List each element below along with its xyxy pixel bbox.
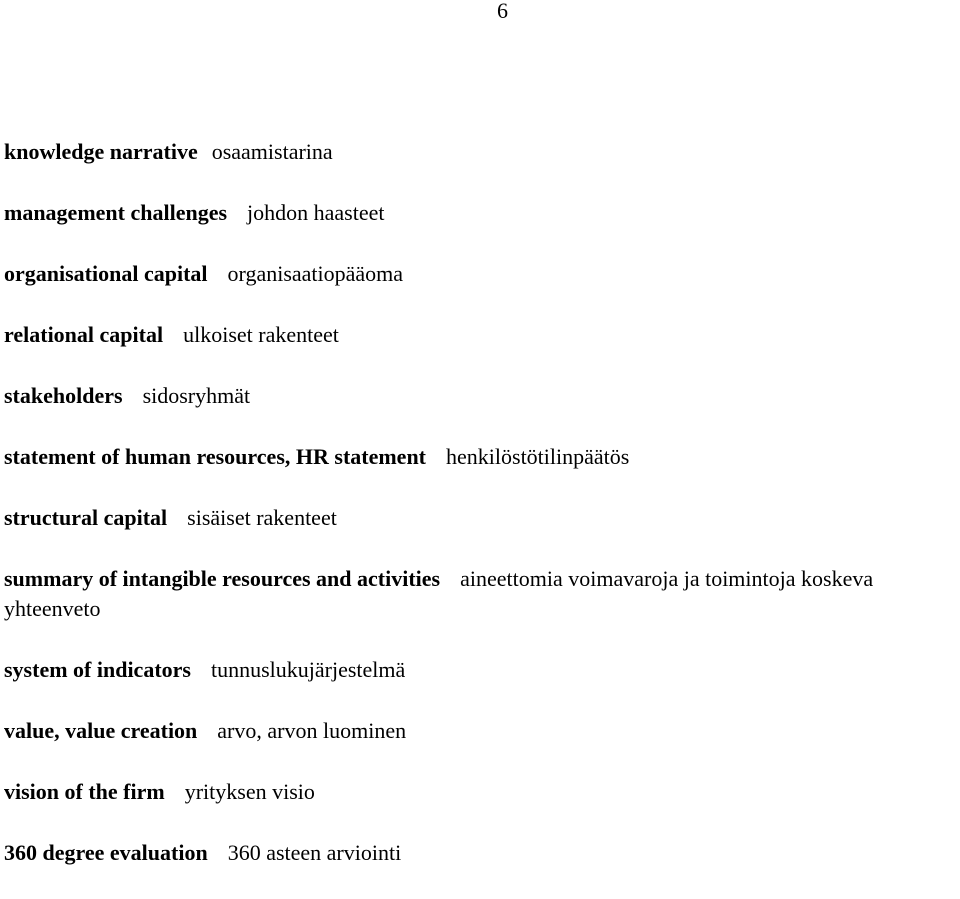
glossary-translation: johdon haasteet <box>247 200 385 225</box>
glossary-entry <box>4 381 960 411</box>
glossary-term: system of indicators <box>4 657 191 682</box>
glossary-entry <box>4 838 960 868</box>
glossary-entry <box>4 442 960 472</box>
glossary-list <box>4 137 960 899</box>
glossary-translation: aineettomia voimavaroja ja toimintoja koskeva yhteenveto <box>4 566 874 621</box>
glossary-entry <box>4 137 960 167</box>
glossary-entry <box>4 716 960 746</box>
glossary-translation: arvo, arvon luominen <box>217 718 407 743</box>
glossary-entry <box>4 564 960 624</box>
glossary-term: statement of human resources, HR statement <box>4 444 427 469</box>
glossary-term: value, value creation <box>4 718 198 743</box>
glossary-translation: yrityksen visio <box>184 779 315 804</box>
glossary-entry <box>4 259 960 289</box>
glossary-entry <box>4 198 960 228</box>
glossary-term: structural capital <box>4 505 168 530</box>
glossary-term: stakeholders <box>4 383 123 408</box>
glossary-term: vision of the firm <box>4 779 165 804</box>
glossary-term: relational capital <box>4 322 164 347</box>
glossary-entry <box>4 777 960 807</box>
glossary-translation: ulkoiset rakenteet <box>183 322 339 347</box>
glossary-translation: organisaatiopääoma <box>227 261 404 286</box>
glossary-translation: 360 asteen arviointi <box>227 840 402 865</box>
page-number: 6 <box>497 0 508 23</box>
glossary-entry <box>4 503 960 533</box>
glossary-translation: tunnuslukujärjestelmä <box>210 657 406 682</box>
glossary-term: summary of intangible resources and activities <box>4 566 441 591</box>
glossary-translation: sisäiset rakenteet <box>187 505 337 530</box>
glossary-translation: henkilöstötilinpäätös <box>446 444 630 469</box>
glossary-entry <box>4 320 960 350</box>
glossary-entry <box>4 655 960 685</box>
glossary-translation: osaamistarina <box>211 139 333 164</box>
glossary-translation: sidosryhmät <box>142 383 251 408</box>
glossary-term: 360 degree evaluation <box>4 840 208 865</box>
glossary-term: organisational capital <box>4 261 208 286</box>
glossary-term: knowledge narrative <box>4 139 198 164</box>
glossary-term: management challenges <box>4 200 228 225</box>
